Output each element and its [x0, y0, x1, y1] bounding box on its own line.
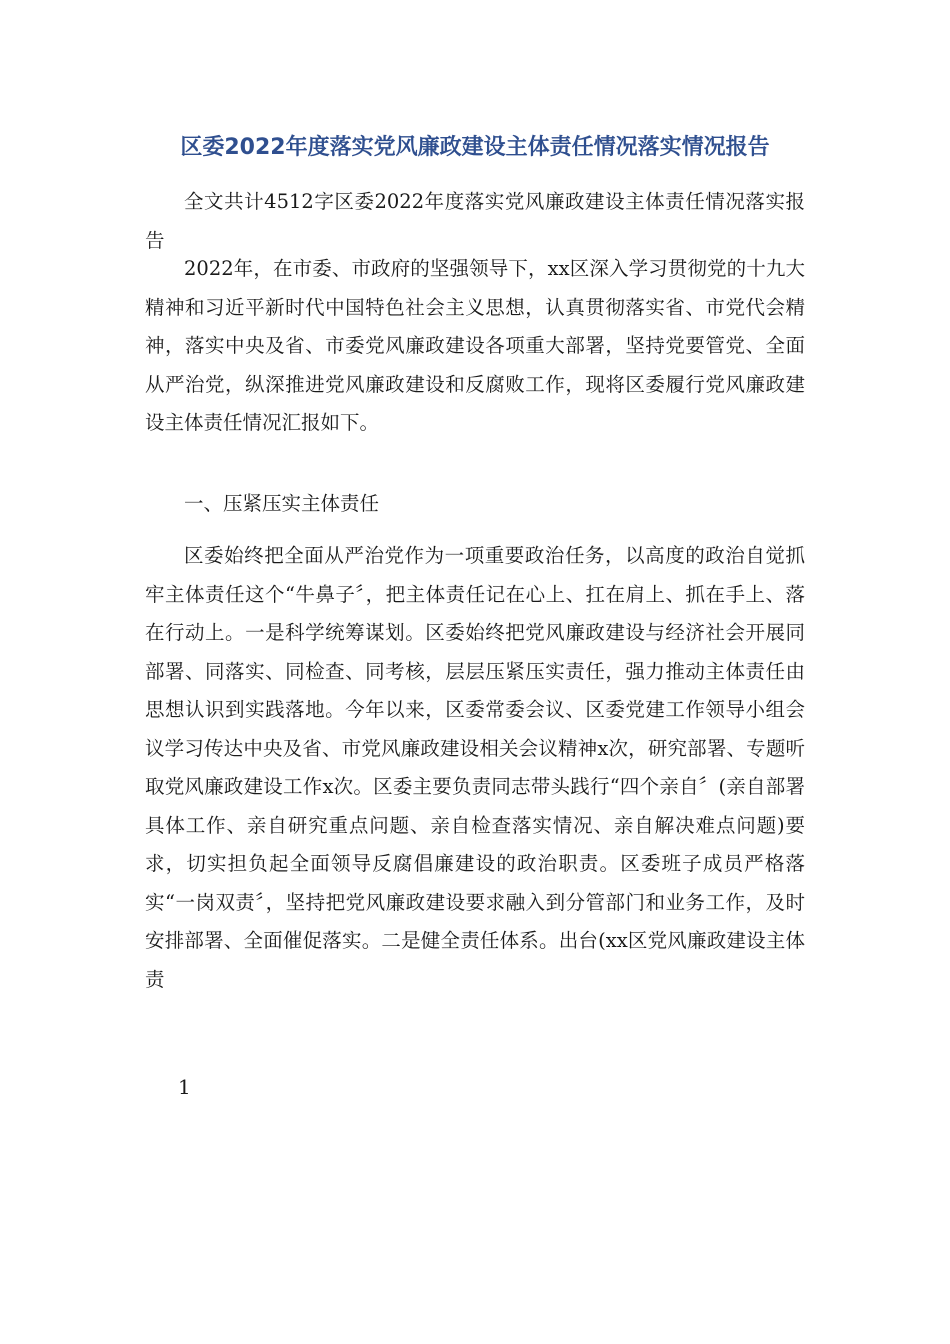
intro-paragraph: 2022年，在市委、市政府的坚强领导下，xx区深入学习贯彻党的十九大精神和习近平新时代中国特色社会主义思想，认真贯彻落实省、市党代会精神，落实中央及省、市委党风廉政建设各项重大部署，坚持党要管党、全面从严治党，纵深推进党风廉政建设和反腐败工作，现将区委履行党风廉政建设主体责任情况汇报如下。 — [145, 257, 805, 434]
summary-paragraph: 全文共计4512字区委2022年度落实党风廉政建设主体责任情况落实报告 — [145, 190, 805, 252]
section-heading: 一、压紧压实主体责任 — [184, 492, 380, 515]
document-title: 区委2022年度落实党风廉政建设主体责任情况落实情况报告 — [180, 135, 770, 160]
body-paragraph: 区委始终把全面从严治党作为一项重要政治任务，以高度的政治自觉抓牢主体责任这个“牛鼻子〞，把主体责任记在心上、扛在肩上、抓在手上、落在行动上。一是科学统筹谋划。区委始终把党风廉政建设与经济社会开展同部署、同落实、同检查、同考核，层层压紧压实责任，强力推动主体责任由思想认识到实践落地。今年以来，区委常委会议、区委党建工作领导小组会议学习传达中央及省、市党风廉政建设相关会议精神x次，研究部署、专题听取党风廉政建设工作x次。区委主要负责同志带头践行“四个亲自〞(亲自部署具体工作、亲自研究重点问题、亲自检查落实情况、亲自解决难点问题)要求，切实担负起全面领导反腐倡廉建设的政治职责。区委班子成员严格落实“一岗双责〞，坚持把党风廉政建设要求融入到分管部门和业务工作，及时安排部署、全面催促落实。二是健全责任体系。出台(xx区党风廉政建设主体责 — [145, 544, 805, 991]
page-number: 1 — [178, 1075, 191, 1099]
